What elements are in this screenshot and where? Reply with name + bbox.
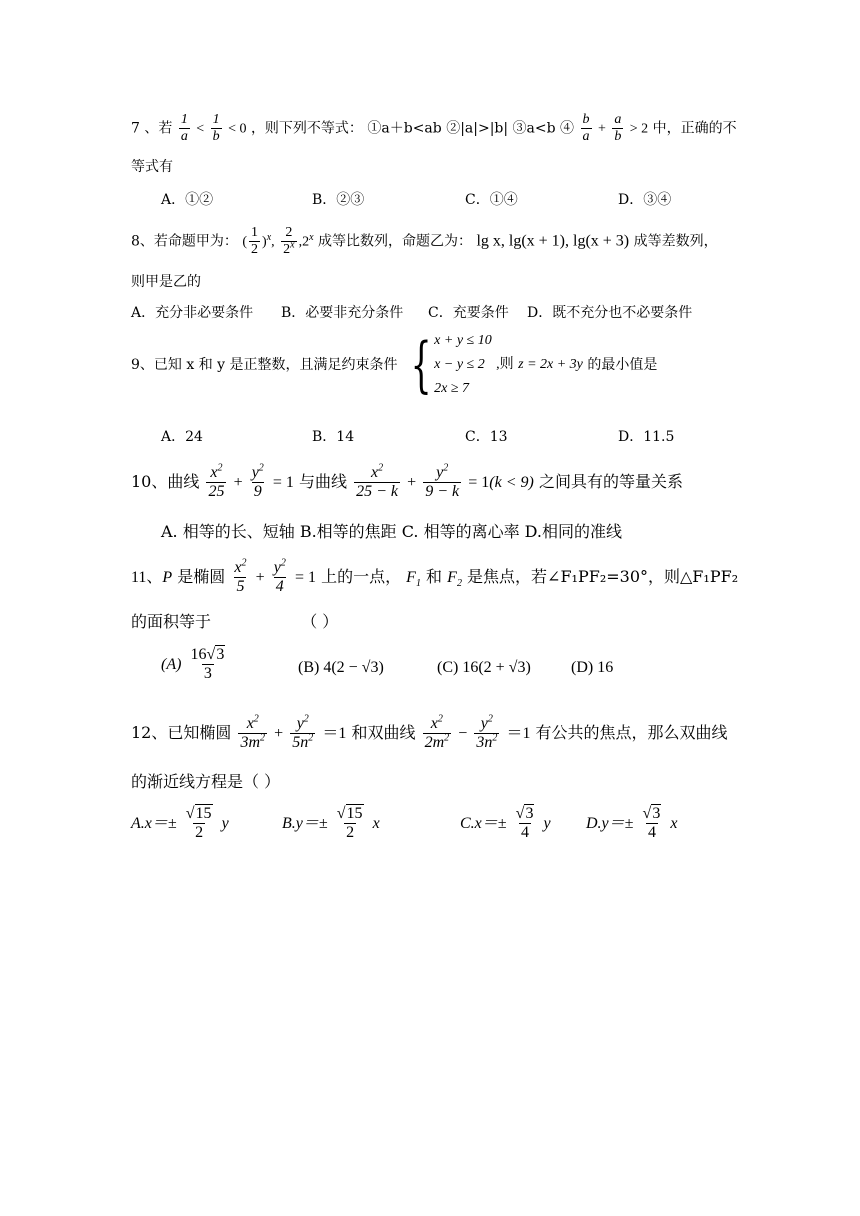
question-9: 9、已知 x 和 y 是正整数，且满足约束条件 { x + y ≤ 10 x − y ≤ 2 2x ≥ 7 ,则 z = 2x + 3y 的最小值是 [131,330,658,400]
q12-option-b: B.y＝± $\frac{√15}{2}$ x [282,805,380,841]
question-7-line2: 等式有 [131,159,173,175]
q9-option-c: C．13 [465,429,508,445]
q8-option-c: C．充要条件 [428,305,509,321]
q9-option-d: D．11.5 [618,429,675,445]
q12-option-a: A.x＝± $\frac{√15}{2}$ y [131,805,229,841]
frac-x2-over-2m2: $\frac{x^2}{2m^2}$ [424,713,450,751]
frac-x2-over-25: $\frac{x^2}{25}$ [208,462,225,500]
constraint-system: { x + y ≤ 10 x − y ≤ 2 2x ≥ 7 [410,330,492,400]
q12-option-c: C.x＝± $\frac{√3}{4}$ y [460,805,551,841]
frac-sqrt3-over-4: $\frac{√3}{4}$ [515,805,534,841]
question-10: 10、曲线 $\frac{x^2}{25}$ + $\frac{y^2}{9}$ = 1 与曲线 $\frac{x^2}{25 - k}$ + $\frac{y^2}{9 - k}$ = 1(k < 9) 之间具有的等量关系 [131,462,683,500]
question-7-line1: 7 、若 $\frac{1}{a}$ < $\frac{1}{b}$ < 0 ，则下列不等式： ①a＋b<ab ②|a|>|b| ③a<b ④ $\frac{b}{a}$ + $\frac{a}{b}$ > 2 中，正确的不 [131,112,737,144]
q7-option-b: B．②③ [312,192,365,208]
frac-x2-over-5: $\frac{x^2}{5}$ [234,557,247,595]
question-12-line2: 的渐近线方程是（ ） [131,772,281,791]
q7-option-a: A．①② [161,192,214,208]
frac-y2-over-4: $\frac{y^2}{4}$ [273,557,286,595]
frac-16sqrt3-over-3: $\frac{16√3}{3}$ [190,646,225,682]
q12-option-d: D.y＝± $\frac{√3}{4}$ x [586,805,678,841]
frac-y2-over-5n2: $\frac{y^2}{5n^2}$ [292,713,314,751]
frac-2-over-2x: $\frac{2}{2^x}$ [283,225,295,257]
frac-sqrt3-over-4-b: $\frac{√3}{4}$ [642,805,661,841]
frac-a-over-b: $\frac{a}{b}$ [614,112,622,144]
q11-option-c: (C) 16(2 + √3) [437,659,531,676]
question-8-line1: 8、若命题甲为： ( $\frac{1}{2}$ )$^x$, $\frac{2}{2^x}$ ,2$^x$ 成等比数列，命题乙为： lg x, lg(x + 1), lg(x + 3) 成等差数列， [131,225,718,257]
frac-y2-over-3n2: $\frac{y^2}{3n^2}$ [476,713,498,751]
frac-1-over-a: $\frac{1}{a}$ [180,112,188,144]
q11-option-b: (B) 4(2 − √3) [298,659,384,676]
frac-y2-over-9-k: $\frac{y^2}{9 - k}$ [425,462,460,500]
q8-option-d: D．既不充分也不必要条件 [527,305,693,321]
question-8-line2: 则甲是乙的 [131,274,201,290]
frac-x2-over-25-k: $\frac{x^2}{25 - k}$ [356,462,399,500]
q10-options: A. 相等的长、短轴 B.相等的焦距 C. 相等的离心率 D.相同的准线 [161,522,623,541]
q9-option-a: A．24 [161,429,203,445]
frac-y2-over-9: $\frac{y^2}{9}$ [251,462,264,500]
frac-sqrt15-over-2-b: $\frac{√15}{2}$ [336,805,363,841]
q8-option-b: B．必要非充分条件 [281,305,404,321]
question-11-line2: 的面积等于 （ ） [131,612,339,631]
frac-b-over-a: $\frac{b}{a}$ [582,112,590,144]
frac-sqrt15-over-2: $\frac{√15}{2}$ [185,805,212,841]
frac-1-over-b: $\frac{1}{b}$ [212,112,220,144]
frac-1-over-2: $\frac{1}{2}$ [251,225,259,257]
q9-option-b: B．14 [312,429,355,445]
q8-option-a: A．充分非必要条件 [131,305,254,321]
q11-option-a: (A) $\frac{16√3}{3}$ [161,647,229,682]
question-11-line1: 11、P 是椭圆 $\frac{x^2}{5}$ + $\frac{y^2}{4}$ = 1 上的一点， $F_1$ 和 $F_2$ 是焦点，若∠F₁PF₂=30°，则△F₁PF₂ [131,557,739,595]
q7-option-c: C．①④ [465,192,518,208]
frac-x2-over-3m2: $\frac{x^2}{3m^2}$ [240,713,266,751]
q7-option-d: D．③④ [618,192,672,208]
q11-option-d: (D) 16 [571,659,614,676]
question-12-line1: 12、已知椭圆 $\frac{x^2}{3m^2}$ + $\frac{y^2}{5n^2}$ ＝1 和双曲线 $\frac{x^2}{2m^2}$ − $\frac{y^2}{3n^2}$ ＝1 有公共的焦点，那么双曲线 [131,713,728,751]
